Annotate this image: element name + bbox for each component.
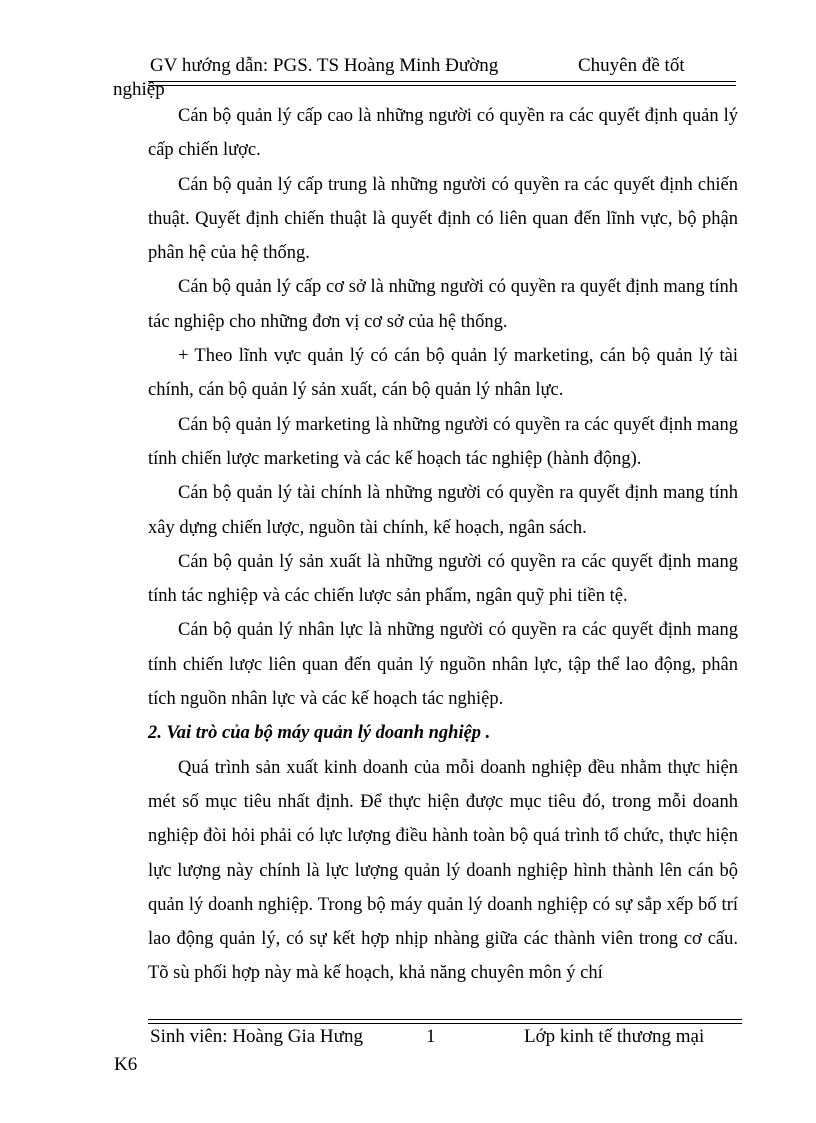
- document-body: [148, 99, 738, 991]
- header-line: [150, 54, 685, 78]
- paragraph: Cán bộ quản lý marketing là những người có quyền ra các quyết định mang tính chiến lược marketing và các kế hoạch tác nghiệp (hành động).: [148, 414, 738, 469]
- section-heading: 2. Vai trò của bộ máy quản lý doanh nghiệp .: [148, 723, 491, 744]
- paragraph: Cán bộ quản lý sản xuất là những người có quyền ra các quyết định mang tính tác nghiệp và các chiến lược sản phẩm, ngân quỹ phi tiền tệ.: [148, 551, 738, 607]
- page-number: 1: [426, 1026, 436, 1047]
- footer-rule-bottom: [148, 1023, 742, 1024]
- footer-line: [150, 1025, 705, 1049]
- header-wrap: nghiệp: [113, 79, 165, 100]
- paragraph: Quá trình sản xuất kinh doanh của mỗi doanh nghiệp đều nhằm thực hiện mét số mục tiêu nhất định. Để thực hiện được mục tiêu đó, trong mỗi doanh nghiệp đòi hỏi phải có lực lượng điều hành toàn bộ quá trình tổ chức, thực hiện lực lượng này chính là lực lượng quản lý doanh nghiệp hình thành lên cán bộ quản lý doanh nghiệp. Trong bộ máy quản lý doanh nghiệp có sự sắp xếp bố trí lao động quản lý, có sự kết hợp nhịp nhàng giữa các thành viên trong cơ cấu. Tõ sù phối hợp này mà kế hoạch, khả năng chuyên môn ý chí: [148, 757, 738, 984]
- paragraph: Cán bộ quản lý tài chính là những người có quyền ra quyết định mang tính xây dựng chiến lược, nguồn tài chính, kế hoạch, ngân sách.: [148, 483, 738, 538]
- footer-wrap: K6: [114, 1054, 138, 1075]
- footer-student: Sinh viên: Hoàng Gia Hưng: [150, 1026, 363, 1047]
- header-title: Chuyên đề tốt: [578, 55, 685, 76]
- paragraph: Cán bộ quản lý nhân lực là những người có quyền ra các quyết định mang tính chiến lược liên quan đến quản lý nguồn nhân lực, tập thể lao động, phân tích nguồn nhân lực và các kế hoạch tác nghiệp.: [148, 620, 738, 710]
- paragraph: Cán bộ quản lý cấp cơ sở là những người có quyền ra quyết định mang tính tác nghiệp cho những đơn vị cơ sở của hệ thống.: [148, 277, 738, 332]
- header-rule-bottom: [148, 85, 736, 86]
- paragraph: + Theo lĩnh vực quản lý có cán bộ quản lý marketing, cán bộ quản lý tài chính, cán bộ quản lý sản xuất, cán bộ quản lý nhân lực.: [148, 346, 738, 401]
- footer-rule-top: [148, 1019, 742, 1020]
- header-rule-top: [148, 81, 736, 82]
- footer-class: Lớp kinh tế thương mại: [524, 1026, 705, 1047]
- paragraph: Cán bộ quản lý cấp trung là những người có quyền ra các quyết định chiến thuật. Quyết định chiến thuật là quyết định có liên quan đến lĩnh vực, bộ phận phân hệ của hệ thống.: [148, 174, 738, 264]
- header-advisor: GV hướng dẫn: PGS. TS Hoàng Minh Đường: [150, 55, 499, 76]
- paragraph: Cán bộ quản lý cấp cao là những người có quyền ra các quyết định quản lý cấp chiến lược.: [148, 106, 738, 161]
